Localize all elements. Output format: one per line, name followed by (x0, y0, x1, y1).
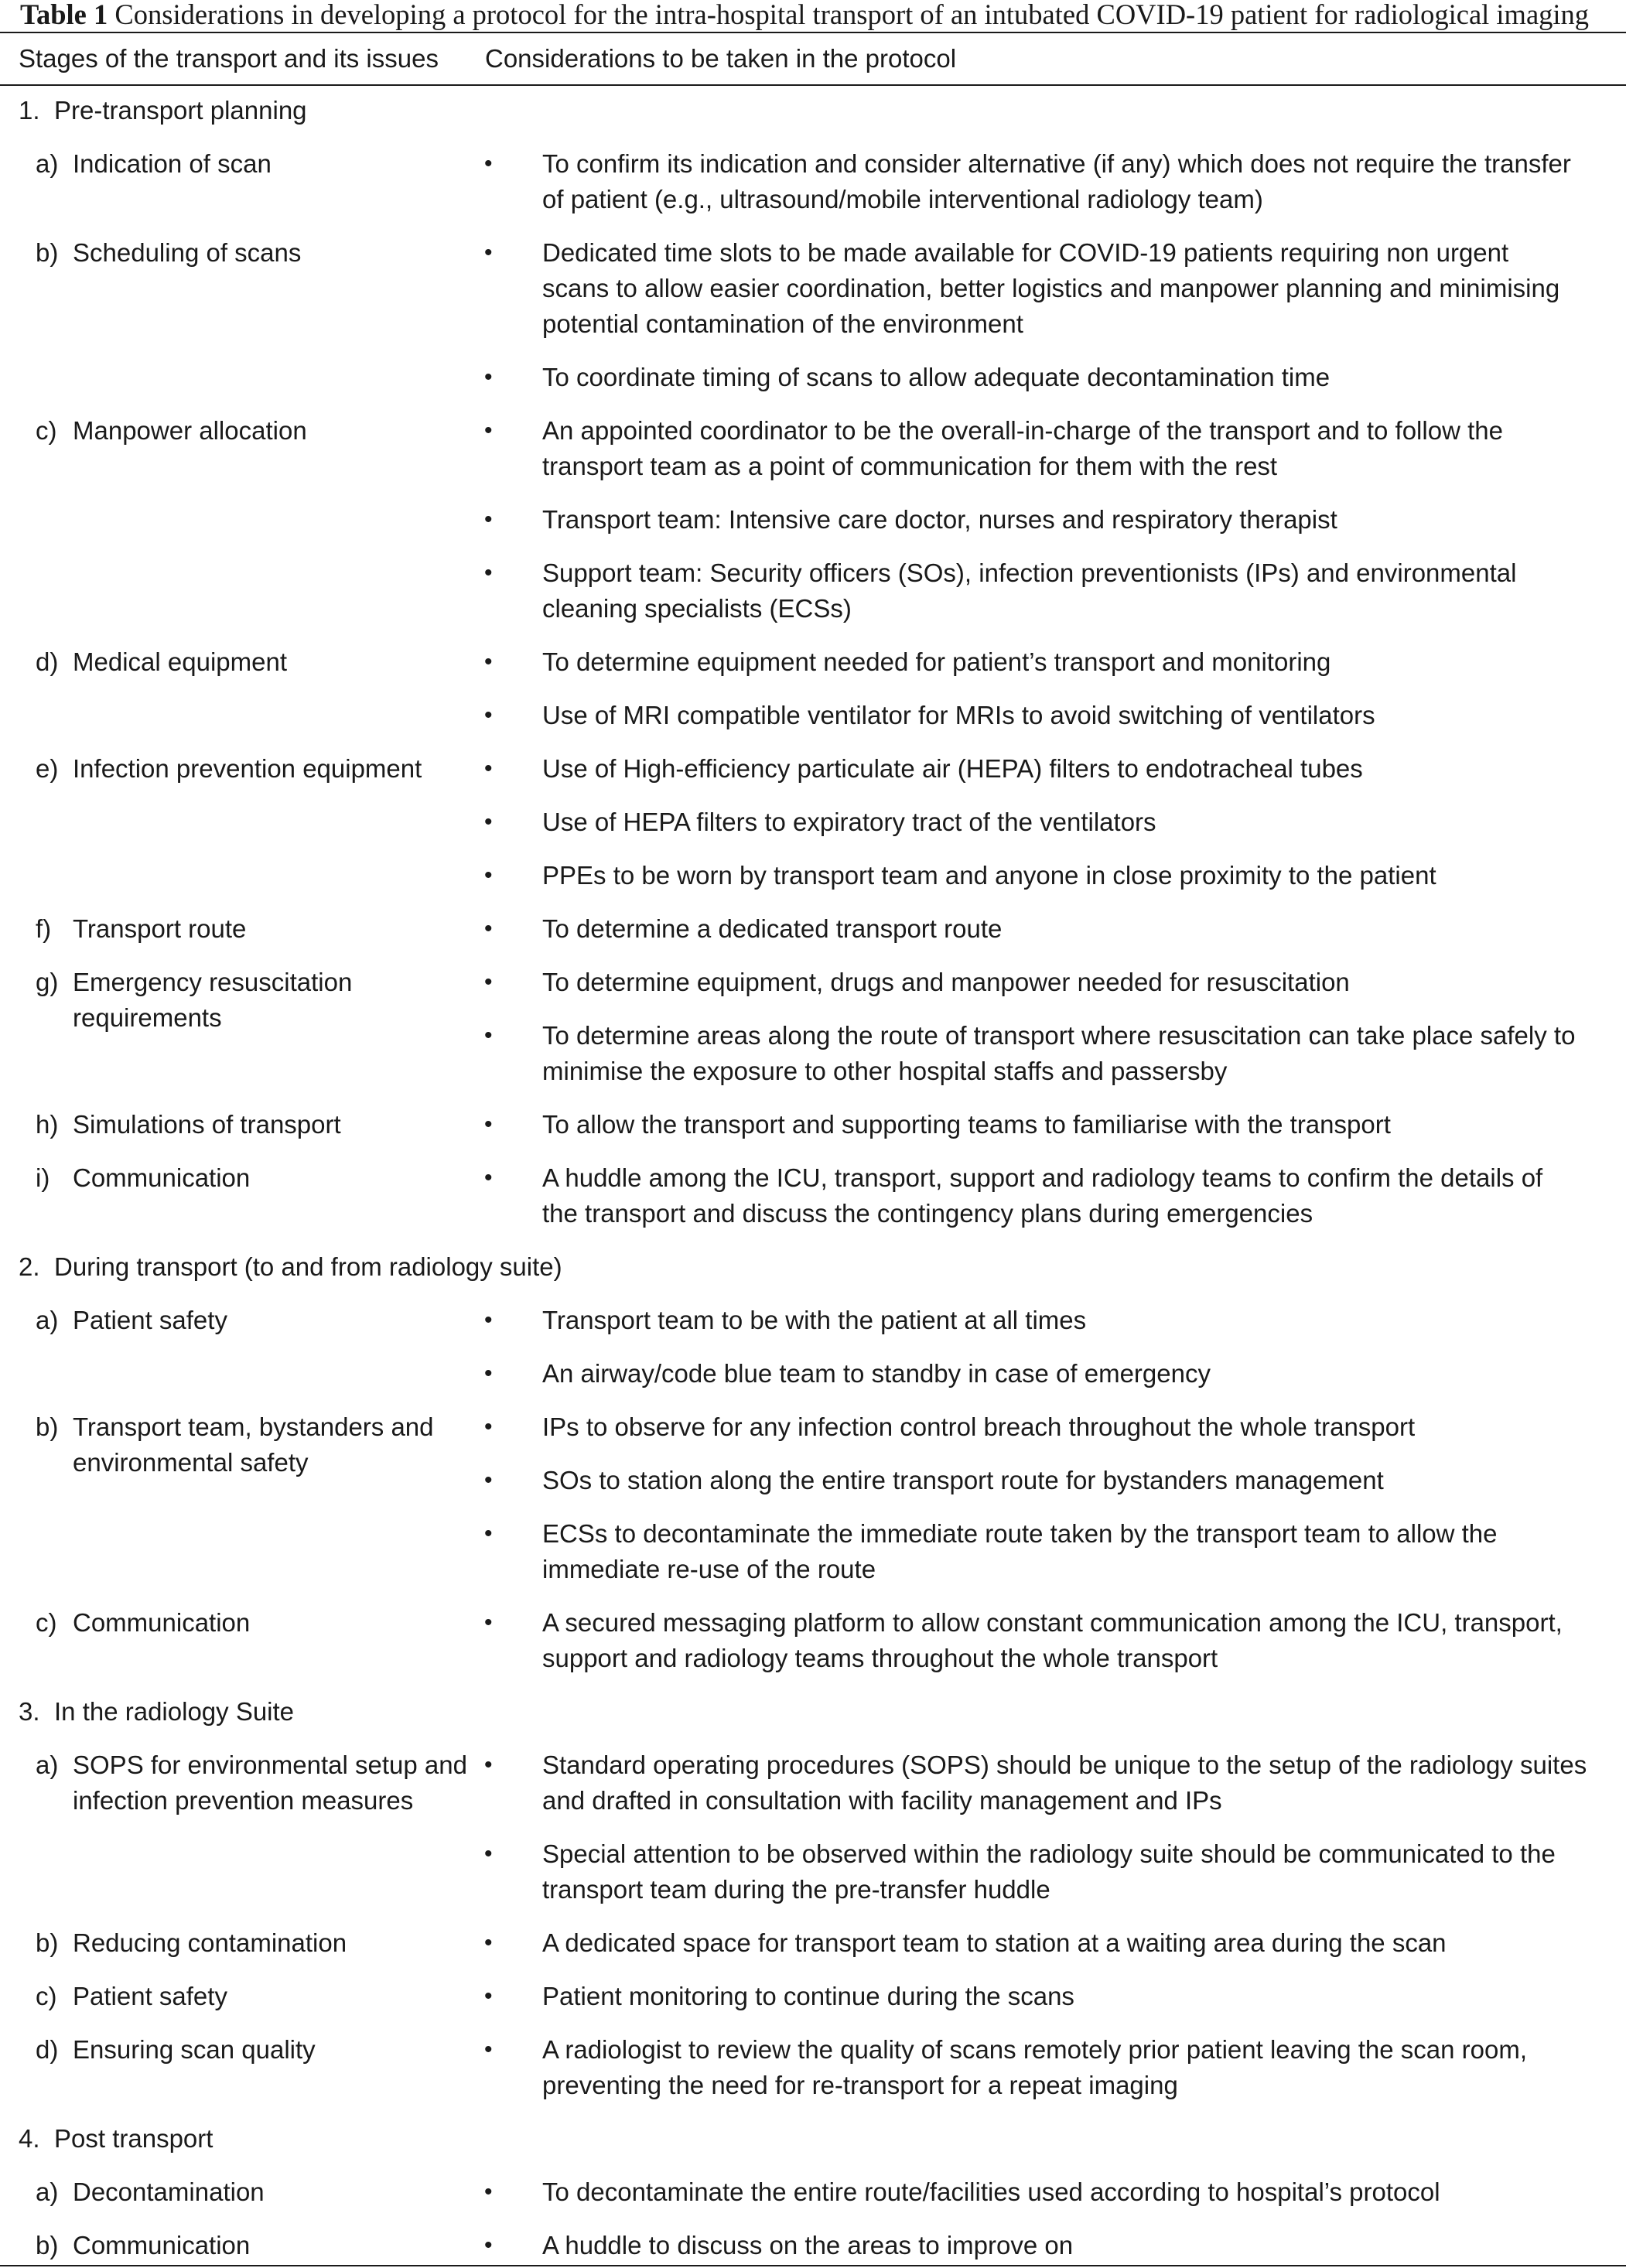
table-caption-title: Considerations in developing a protocol for the intra-hospital transport of an intubated COVID-19 patient for radiological imaging (114, 0, 1590, 30)
bullet-icon: • (484, 916, 493, 941)
section-number: 1. (19, 96, 40, 125)
consideration-text: the transport and discuss the contingency plans during emergencies (542, 1199, 1313, 1228)
consideration-text: To determine a dedicated transport route (542, 914, 1003, 943)
bullet-icon: • (484, 1307, 493, 1333)
bullet-icon: • (484, 418, 493, 443)
stage-label: Medical equipment (73, 647, 287, 676)
consideration-text: To determine areas along the route of transport where resuscitation can take place safely to (542, 1021, 1576, 1050)
consideration-text: PPEs to be worn by transport team and anyone in close proximity to the patient (542, 861, 1436, 890)
bullet-icon: • (484, 969, 493, 995)
bullet-icon: • (484, 151, 493, 176)
stage-label: Patient safety (73, 1982, 227, 2010)
consideration-text: To coordinate timing of scans to allow adequate decontamination time (542, 363, 1331, 391)
stage-letter: b) (36, 238, 59, 267)
stage-label: Emergency resuscitation (73, 968, 353, 996)
stage-label: Communication (73, 2231, 251, 2259)
bullet-icon: • (484, 862, 493, 888)
consideration-text: Transport team to be with the patient at all times (542, 1306, 1087, 1334)
consideration-text: preventing the need for re-transport for a repeat imaging (542, 2071, 1178, 2099)
stage-label: Reducing contamination (73, 1928, 347, 1957)
consideration-text: Use of High-efficiency particulate air (HEPA) filters to endotracheal tubes (542, 754, 1363, 783)
bullet-icon: • (484, 1467, 493, 1493)
stage-label: Simulations of transport (73, 1110, 341, 1139)
consideration-text: Standard operating procedures (SOPS) should be unique to the setup of the radiology suites (542, 1751, 1587, 1779)
bullet-icon: • (484, 1752, 493, 1778)
consideration-text: scans to allow easier coordination, better logistics and manpower planning and minimising (542, 274, 1560, 302)
bullet-icon: • (484, 1521, 493, 1546)
section-number: 3. (19, 1697, 40, 1726)
stage-label: environmental safety (73, 1448, 309, 1477)
stage-label: infection prevention measures (73, 1786, 414, 1815)
bullet-icon: • (484, 507, 493, 532)
consideration-text: To decontaminate the entire route/facilities used according to hospital’s protocol (542, 2177, 1440, 2206)
stage-label: Communication (73, 1163, 251, 1192)
section-title: In the radiology Suite (54, 1697, 295, 1726)
bullet-icon: • (484, 702, 493, 728)
consideration-text: transport team as a point of communication for them with the rest (542, 452, 1278, 480)
stage-label: Manpower allocation (73, 416, 307, 445)
consideration-text: An appointed coordinator to be the overall-in-charge of the transport and to follow the (542, 416, 1503, 445)
bullet-icon: • (484, 240, 493, 265)
consideration-text: and drafted in consultation with facility management and IPs (542, 1786, 1222, 1815)
bullet-icon: • (484, 2179, 493, 2205)
bullet-icon: • (484, 1930, 493, 1955)
consideration-text: Special attention to be observed within the radiology suite should be communicated to the (542, 1839, 1556, 1868)
consideration-text: An airway/code blue team to standby in case of emergency (542, 1359, 1211, 1388)
bullet-icon: • (484, 1023, 493, 1048)
bullet-icon: • (484, 1610, 493, 1635)
stage-label: Scheduling of scans (73, 238, 302, 267)
consideration-text: Dedicated time slots to be made available for COVID-19 patients requiring non urgent (542, 238, 1509, 267)
consideration-text: To allow the transport and supporting teams to familiarise with the transport (542, 1110, 1391, 1139)
stage-letter: e) (36, 754, 59, 783)
stage-letter: a) (36, 2177, 59, 2206)
section-title: Post transport (54, 2124, 213, 2153)
stage-letter: b) (36, 2231, 59, 2259)
column-header-stages: Stages of the transport and its issues (19, 44, 439, 73)
stage-letter: d) (36, 2035, 59, 2064)
consideration-text: To determine equipment needed for patient’s transport and monitoring (542, 647, 1331, 676)
consideration-text: Use of MRI compatible ventilator for MRIs to avoid switching of ventilators (542, 701, 1375, 729)
consideration-text: A huddle among the ICU, transport, support and radiology teams to confirm the details of (542, 1163, 1543, 1192)
bullet-icon: • (484, 1112, 493, 1137)
bullet-icon: • (484, 1361, 493, 1386)
bullet-icon: • (484, 2232, 493, 2258)
section-title: Pre-transport planning (54, 96, 307, 125)
stage-letter: i) (36, 1163, 50, 1192)
stage-label: Decontamination (73, 2177, 265, 2206)
stage-label: Infection prevention equipment (73, 754, 422, 783)
stage-letter: b) (36, 1412, 59, 1441)
consideration-text: of patient (e.g., ultrasound/mobile interventional radiology team) (542, 185, 1263, 213)
consideration-text: To determine equipment, drugs and manpower needed for resuscitation (542, 968, 1350, 996)
bottom-rule (0, 2265, 1626, 2266)
stage-letter: b) (36, 1928, 59, 1957)
bullet-icon: • (484, 1841, 493, 1867)
section-title: During transport (to and from radiology suite) (54, 1252, 562, 1281)
bullet-icon: • (484, 649, 493, 675)
bullet-icon: • (484, 1414, 493, 1440)
section-number: 2. (19, 1252, 40, 1281)
stage-label: Indication of scan (73, 149, 272, 178)
stage-letter: c) (36, 1608, 57, 1637)
consideration-text: immediate re-use of the route (542, 1555, 876, 1583)
consideration-text: Support team: Security officers (SOs), infection preventionists (IPs) and environmental (542, 558, 1517, 587)
consideration-text: A huddle to discuss on the areas to improve on (542, 2231, 1074, 2259)
stage-letter: c) (36, 1982, 57, 2010)
consideration-text: ECSs to decontaminate the immediate route taken by the transport team to allow the (542, 1519, 1498, 1548)
consideration-text: cleaning specialists (ECSs) (542, 594, 852, 623)
stage-label: SOPS for environmental setup and (73, 1751, 467, 1779)
stage-letter: f) (36, 914, 52, 943)
consideration-text: transport team during the pre-transfer huddle (542, 1875, 1050, 1904)
stage-label: Patient safety (73, 1306, 227, 1334)
stage-label: Transport route (73, 914, 247, 943)
stage-letter: c) (36, 416, 57, 445)
stage-label: Transport team, bystanders and (73, 1412, 434, 1441)
consideration-text: Patient monitoring to continue during the scans (542, 1982, 1074, 2010)
bullet-icon: • (484, 809, 493, 835)
consideration-text: support and radiology teams throughout the whole transport (542, 1644, 1218, 1672)
consideration-text: A secured messaging platform to allow constant communication among the ICU, transport, (542, 1608, 1563, 1637)
stage-letter: a) (36, 149, 59, 178)
table-caption-label: Table 1 (20, 0, 108, 30)
bullet-icon: • (484, 1165, 493, 1190)
consideration-text: A dedicated space for transport team to station at a waiting area during the scan (542, 1928, 1447, 1957)
consideration-text: potential contamination of the environment (542, 309, 1023, 338)
consideration-text: Use of HEPA filters to expiratory tract of the ventilators (542, 808, 1156, 836)
consideration-text: SOs to station along the entire transport route for bystanders management (542, 1466, 1384, 1494)
consideration-text: To confirm its indication and consider alternative (if any) which does not require the transfer (542, 149, 1571, 178)
bullet-icon: • (484, 2037, 493, 2062)
stage-letter: g) (36, 968, 59, 996)
bullet-icon: • (484, 364, 493, 390)
stage-letter: a) (36, 1751, 59, 1779)
stage-letter: d) (36, 647, 59, 676)
stage-letter: h) (36, 1110, 59, 1139)
stage-label: Ensuring scan quality (73, 2035, 316, 2064)
section-number: 4. (19, 2124, 40, 2153)
stage-label: Communication (73, 1608, 251, 1637)
bullet-icon: • (484, 1983, 493, 2009)
consideration-text: minimise the exposure to other hospital staffs and passersby (542, 1057, 1228, 1085)
consideration-text: Transport team: Intensive care doctor, nurses and respiratory therapist (542, 505, 1337, 534)
bullet-icon: • (484, 756, 493, 781)
consideration-text: A radiologist to review the quality of scans remotely prior patient leaving the scan room, (542, 2035, 1527, 2064)
column-header-considerations: Considerations to be taken in the protocol (485, 44, 957, 73)
stage-letter: a) (36, 1306, 59, 1334)
consideration-text: IPs to observe for any infection control breach throughout the whole transport (542, 1412, 1416, 1441)
stage-label: requirements (73, 1003, 222, 1032)
bullet-icon: • (484, 560, 493, 586)
